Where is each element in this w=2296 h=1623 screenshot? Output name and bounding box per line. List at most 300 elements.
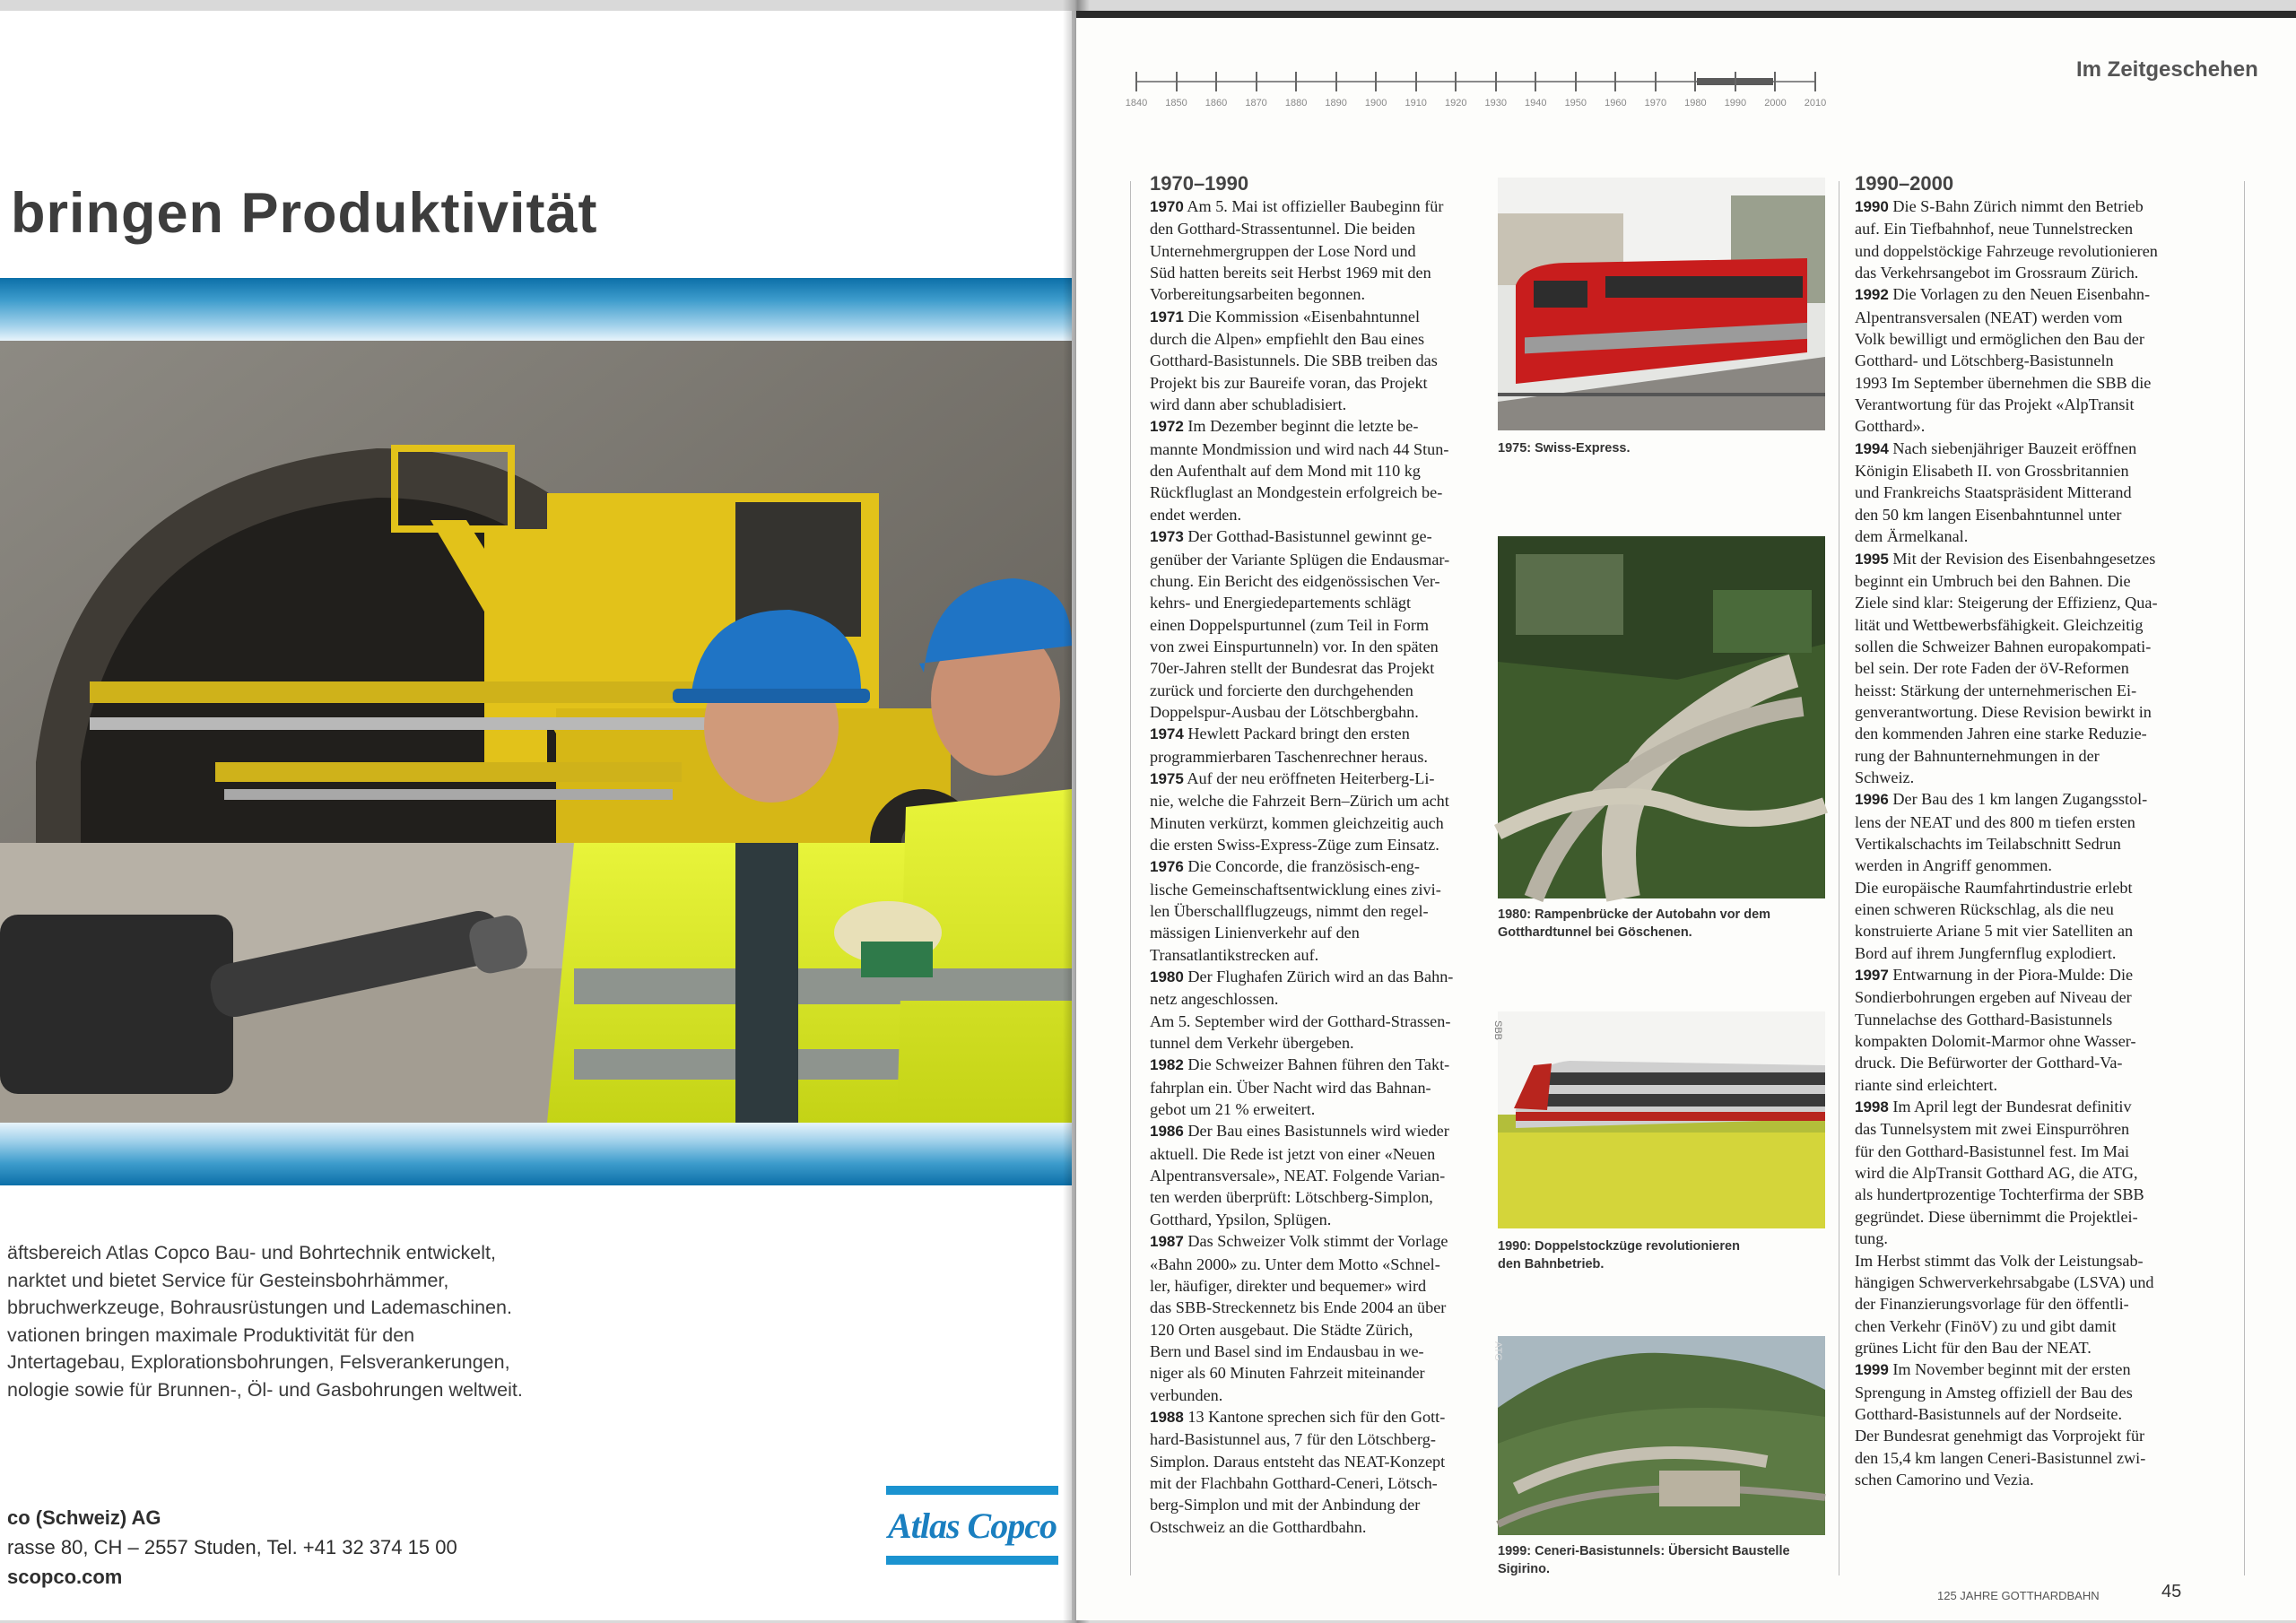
column-line xyxy=(1855,898,2158,920)
column-line xyxy=(1150,1054,1453,1076)
year-label: 1974 xyxy=(1150,725,1184,743)
double-deck-train-photo xyxy=(1492,1011,1825,1228)
line-text: kompakten Dolomit-Marmor ohne Wasser- xyxy=(1855,1032,2136,1051)
line-text: Gotthard». xyxy=(1855,417,1926,436)
line-text: beginnt ein Umbruch bei den Bahnen. Die xyxy=(1855,571,2131,590)
line-text: tunnel dem Verkehr übergeben. xyxy=(1150,1034,1354,1053)
ad-body-line: bbruchwerkzeuge, Bohrausrüstungen und Lademaschinen. xyxy=(7,1297,512,1318)
column-line xyxy=(1855,1009,2158,1030)
column-line xyxy=(1150,900,1453,922)
column-line xyxy=(1150,1319,1453,1341)
column-line xyxy=(1855,636,2158,657)
column-heading: 1970–1990 xyxy=(1150,172,1249,195)
line-text: Die Schweizer Bahnen führen den Takt- xyxy=(1187,1055,1450,1074)
line-text: die ersten Swiss-Express-Züge zum Einsatz. xyxy=(1150,835,1439,854)
tunnel-workers-photo xyxy=(0,341,1072,1123)
timeline-tick xyxy=(1256,72,1257,91)
year-label: 1980 xyxy=(1150,968,1184,986)
line-text: den Aufenthalt auf dem Mond mit 110 kg xyxy=(1150,462,1421,481)
column-line xyxy=(1855,614,2158,636)
photo-credit-sbb: SBB xyxy=(1492,1020,1503,1041)
line-text: Der Flughafen Zürich wird an das Bahn- xyxy=(1187,968,1454,986)
line-text: das Tunnelsystem mit zwei Einspurröhren xyxy=(1855,1120,2130,1139)
ad-body-line: vationen bringen maximale Produktivität für den xyxy=(7,1324,415,1346)
column-line xyxy=(1150,1120,1453,1142)
column-line xyxy=(1150,1230,1453,1253)
ramp-bridge-photo xyxy=(1498,536,1825,898)
column-line xyxy=(1855,788,2158,811)
line-text: einen schweren Rückschlag, als die neu xyxy=(1855,900,2114,918)
caption-line: Gotthardtunnel bei Göschenen. xyxy=(1498,925,1692,940)
line-text: Minuten verkürzt, kommen gleichzeitig auch xyxy=(1150,813,1444,832)
line-text: den Gotthard-Strassentunnel. Die beiden xyxy=(1150,220,1415,239)
timeline-year-label: 1890 xyxy=(1325,98,1347,108)
blue-band-bottom xyxy=(0,1123,1072,1185)
line-text: chen Verkehr (FinöV) zu und gibt damit xyxy=(1855,1316,2117,1335)
column-line xyxy=(1150,415,1453,438)
column-line xyxy=(1150,746,1453,768)
line-text: Doppelspur-Ausbau der Lötschbergbahn. xyxy=(1150,702,1419,721)
column-line xyxy=(1150,701,1453,723)
line-text: Die Kommission «Eisenbahntunnel xyxy=(1187,307,1421,325)
column-line xyxy=(1855,812,2158,833)
line-text: Am 5. Mai ist offizieller Baubeginn für xyxy=(1187,197,1444,215)
decade-timeline xyxy=(1125,60,1827,114)
line-text: dem Ärmelkanal. xyxy=(1855,527,1969,546)
timeline-year-label: 1960 xyxy=(1605,98,1627,108)
column-line xyxy=(1855,964,2158,986)
line-text: Süd hatten bereits seit Herbst 1969 mit den xyxy=(1150,264,1431,282)
year-label: 1982 xyxy=(1150,1056,1184,1074)
timeline-year-label: 1860 xyxy=(1205,98,1228,108)
line-text: Die S-Bahn Zürich nimmt den Betrieb xyxy=(1892,197,2144,215)
line-text: Die Vorlagen zu den Neuen Eisenbahn- xyxy=(1892,285,2151,304)
timeline-tick xyxy=(1774,72,1776,91)
year-label: 1988 xyxy=(1150,1408,1184,1426)
line-text: 13 Kantone sprechen sich für den Gott- xyxy=(1187,1407,1446,1426)
column-line xyxy=(1855,195,2158,218)
line-text: endet werden. xyxy=(1150,505,1242,524)
timeline-tick xyxy=(1335,72,1337,91)
column-line xyxy=(1150,768,1453,790)
column-line xyxy=(1150,944,1453,966)
line-text: heisst: Stärkung der unternehmerischen Ei- xyxy=(1855,681,2137,699)
line-text: Im Herbst stimmt das Volk der Leistungsab- xyxy=(1855,1251,2144,1270)
column-line xyxy=(1855,920,2158,942)
history-page xyxy=(1076,11,2296,1620)
line-text: gebot um 21 % erweitert. xyxy=(1150,1100,1316,1119)
line-text: Mit der Revision des Eisenbahngesetzes xyxy=(1892,549,2156,568)
line-text: Volk bewilligt und ermöglichen den Bau der xyxy=(1855,330,2144,349)
ad-body-line: nologie sowie für Brunnen-, Öl- und Gasbohrungen weltweit. xyxy=(7,1378,523,1401)
year-label: 1997 xyxy=(1855,967,1889,985)
column-line xyxy=(1150,834,1453,855)
line-text: werden in Angriff genommen. xyxy=(1855,856,2052,875)
line-text: berg-Simplon und mit der Anbindung der xyxy=(1150,1496,1421,1515)
line-text: Sprengung in Amsteg offiziell der Bau des xyxy=(1855,1383,2133,1402)
column-line xyxy=(1855,1052,2158,1073)
line-text: verbunden. xyxy=(1150,1385,1223,1404)
column-line xyxy=(1150,680,1453,701)
column-line xyxy=(1150,1362,1453,1384)
line-text: Entwarnung in der Piora-Mulde: Die xyxy=(1892,966,2134,985)
line-text: Tunnelachse des Gotthard-Basistunnels xyxy=(1855,1010,2113,1028)
timeline-tick xyxy=(1694,72,1696,91)
line-text: riante sind erleichtert. xyxy=(1855,1075,1998,1094)
line-text: Verantwortung für das Projekt «AlpTransit xyxy=(1855,395,2135,414)
year-label: 1999 xyxy=(1855,1361,1889,1379)
column-line xyxy=(1150,1186,1453,1208)
column-line xyxy=(1150,438,1453,460)
line-text: Projekt bis zur Baureife voran, das Projekt xyxy=(1150,373,1428,392)
column-line xyxy=(1150,879,1453,900)
column-line xyxy=(1855,1447,2158,1469)
column-line xyxy=(1150,1011,1453,1032)
line-text: Königin Elisabeth II. von Grossbritannien xyxy=(1855,462,2129,481)
column-line xyxy=(1855,482,2158,503)
logo-text: Atlas Copco xyxy=(888,1505,1057,1546)
column-line xyxy=(1855,1030,2158,1052)
column-line xyxy=(1150,1516,1453,1538)
column-line xyxy=(1855,855,2158,876)
line-text: Ostschweiz an die Gotthardbahn. xyxy=(1150,1517,1367,1536)
timeline-year-label: 1850 xyxy=(1165,98,1187,108)
line-text: Der Bau des 1 km langen Zugangsstol- xyxy=(1892,790,2148,809)
year-label: 1976 xyxy=(1150,858,1184,876)
line-text: Gotthard, Ypsilon, Splügen. xyxy=(1150,1210,1332,1228)
page-footer: 125 JAHRE GOTTHARDBAHN xyxy=(1937,1589,2100,1602)
line-text: genüber der Variante Splügen die Endausmar- xyxy=(1150,550,1450,568)
timeline-tick xyxy=(1176,72,1178,91)
timeline-tick xyxy=(1535,72,1536,91)
timeline-tick xyxy=(1495,72,1497,91)
line-text: konstruierte Ariane 5 mit vier Satelliten an xyxy=(1855,922,2134,941)
ceneri-construction-photo xyxy=(1492,1336,1825,1535)
line-text: mannte Mondmission und wird nach 44 Stun- xyxy=(1150,439,1449,458)
column-line xyxy=(1855,592,2158,613)
column-line xyxy=(1150,812,1453,834)
timeline-year-label: 2010 xyxy=(1804,98,1827,108)
timeline-tick xyxy=(1215,72,1217,91)
line-text: Vorbereitungsarbeiten begonnen. xyxy=(1150,285,1366,304)
line-text: 120 Orten ausgebaut. Die Städte Zürich, xyxy=(1150,1320,1413,1339)
caption-line: den Bahnbetrieb. xyxy=(1498,1257,1605,1271)
column-line xyxy=(1855,372,2158,394)
line-text: zurück und forcierte den durchgehenden xyxy=(1150,681,1413,699)
ad-address: rasse 80, CH – 2557 Studen, Tel. +41 32 374 15 00 xyxy=(7,1536,457,1558)
column-line xyxy=(1150,1428,1453,1450)
line-text: den 15,4 km langen Ceneri-Basistunnel zwi- xyxy=(1855,1448,2146,1467)
line-text: rung der Bahnunternehmungen in der xyxy=(1855,746,2100,765)
line-text: Simplon. Daraus entsteht das NEAT-Konzept xyxy=(1150,1452,1446,1471)
column-line xyxy=(1855,240,2158,262)
column-line xyxy=(1150,1077,1453,1098)
line-text: Gotthard- und Lötschberg-Basistunneln xyxy=(1855,352,2114,370)
timeline-year-label: 1990 xyxy=(1724,98,1747,108)
photo-credit-atg: ATG xyxy=(1492,1341,1503,1361)
line-text: Im November beginnt mit der ersten xyxy=(1892,1360,2131,1379)
advertisement-page xyxy=(0,11,1072,1620)
column-line xyxy=(1855,767,2158,788)
column-rule xyxy=(2244,181,2245,1575)
ad-contact-block xyxy=(7,1503,457,1592)
ad-body-line: äftsbereich Atlas Copco Bau- und Bohrtechnik entwickelt, xyxy=(7,1242,496,1263)
column-line xyxy=(1855,1228,2158,1249)
timeline-year-label: 1970 xyxy=(1644,98,1667,108)
year-label: 1996 xyxy=(1855,791,1889,809)
year-label: 1990 xyxy=(1855,198,1889,215)
timeline-tick xyxy=(1735,72,1736,91)
column-line xyxy=(1855,1382,2158,1403)
line-text: den kommenden Jahren eine starke Reduzie- xyxy=(1855,725,2147,743)
column-heading: 1990–2000 xyxy=(1855,172,1954,195)
line-text: Vertikalschachts im Teilabschnitt Sedrun xyxy=(1855,834,2121,853)
line-text: ten werden überprüft: Lötschberg-Simplon, xyxy=(1150,1188,1433,1207)
column-line xyxy=(1150,790,1453,812)
column-line xyxy=(1150,1406,1453,1428)
column-line xyxy=(1150,1165,1453,1186)
line-text: das Verkehrsangebot im Grossraum Zürich. xyxy=(1855,264,2139,282)
line-text: kehrs- und Energiedepartements schlägt xyxy=(1150,594,1412,612)
column-line xyxy=(1855,1271,2158,1293)
year-label: 1998 xyxy=(1855,1098,1889,1116)
column-line xyxy=(1150,372,1453,394)
line-text: grünes Licht für den Bau der NEAT. xyxy=(1855,1338,2092,1357)
line-text: lische Gemeinschaftsentwicklung eines zivi- xyxy=(1150,880,1441,898)
column-line xyxy=(1150,1297,1453,1318)
column-line xyxy=(1855,262,2158,283)
column-line xyxy=(1150,283,1453,305)
line-text: und Frankreichs Staatspräsident Mitterand xyxy=(1855,483,2132,502)
timeline-tick xyxy=(1375,72,1377,91)
column-line xyxy=(1150,350,1453,371)
line-text: aktuell. Die Rede ist jetzt von einer «Neuen xyxy=(1150,1144,1436,1163)
column-line xyxy=(1855,570,2158,592)
top-strip xyxy=(1076,11,2296,18)
column-line xyxy=(1855,1074,2158,1096)
line-text: Die europäische Raumfahrtindustrie erlebt xyxy=(1855,878,2133,897)
column-line xyxy=(1150,657,1453,679)
column-line xyxy=(1855,723,2158,744)
year-label: 1972 xyxy=(1150,418,1184,436)
line-text: durch die Alpen» empfiehlt den Bau eines xyxy=(1150,330,1425,349)
year-label: 1994 xyxy=(1855,439,1889,457)
column-line xyxy=(1150,1494,1453,1515)
column-line xyxy=(1150,504,1453,525)
line-text: von zwei Einspurtunneln) vor. In den späten xyxy=(1150,637,1439,655)
line-text: bel sein. Der rote Faden der öV-Reformen xyxy=(1855,659,2129,678)
caption-line: 1999: Ceneri-Basistunnels: Übersicht Baustelle xyxy=(1498,1544,1790,1558)
column-line xyxy=(1855,1293,2158,1315)
year-label: 1986 xyxy=(1150,1123,1184,1141)
swiss-express-photo xyxy=(1498,178,1825,430)
line-text: und doppelstöckige Fahrzeuge revolutionieren xyxy=(1855,241,2158,260)
column-line xyxy=(1855,1184,2158,1205)
column-line xyxy=(1150,218,1453,239)
line-text: der Finanzierungsvorlage für den öffentli- xyxy=(1855,1295,2129,1314)
year-label: 1973 xyxy=(1150,528,1184,546)
ad-company-name: co (Schweiz) AG xyxy=(7,1506,161,1529)
column-line xyxy=(1150,1209,1453,1230)
caption-line: 1980: Rampenbrücke der Autobahn vor dem xyxy=(1498,907,1771,922)
column-line xyxy=(1855,657,2158,679)
column-line xyxy=(1855,307,2158,328)
column-line xyxy=(1150,723,1453,745)
line-text: Rückfluglast an Mondgestein erfolgreich be- xyxy=(1150,483,1443,502)
column-line xyxy=(1855,1162,2158,1184)
timeline-tick xyxy=(1415,72,1417,91)
caption-line: 1990: Doppelstockzüge revolutionieren xyxy=(1498,1239,1740,1254)
column-line xyxy=(1855,877,2158,898)
line-text: genverantwortung. Diese Revision bewirkt in xyxy=(1855,702,2152,721)
column-line xyxy=(1855,1469,2158,1490)
line-text: für den Gotthard-Basistunnel fest. Im Mai xyxy=(1855,1141,2130,1160)
ad-body-line: Jntertagebau, Explorationsbohrungen, Felsverankerungen, xyxy=(7,1351,510,1373)
line-text: Sondierbohrungen ergeben auf Niveau der xyxy=(1855,988,2132,1007)
column-line xyxy=(1855,1425,2158,1446)
year-label: 1992 xyxy=(1855,286,1889,304)
column-line xyxy=(1855,1403,2158,1425)
ad-website: scopco.com xyxy=(7,1566,123,1588)
line-text: 70er-Jahren stellt der Bundesrat das Projekt xyxy=(1150,659,1435,678)
line-text: Schweiz. xyxy=(1855,768,1915,786)
line-text: den 50 km langen Eisenbahntunnel unter xyxy=(1855,505,2122,524)
line-text: ler, häufiger, direkter und bequemer» wird xyxy=(1150,1276,1427,1295)
column-line xyxy=(1855,283,2158,306)
timeline-tick xyxy=(1575,72,1577,91)
timeline-year-label: 1940 xyxy=(1525,98,1547,108)
column-line xyxy=(1150,592,1453,613)
column-line xyxy=(1150,1341,1453,1362)
column-line xyxy=(1855,548,2158,570)
line-text: Unternehmergruppen der Lose Nord und xyxy=(1150,241,1416,260)
line-text: netz angeschlossen. xyxy=(1150,990,1279,1009)
line-text: gegründet. Diese übernimmt die Projektlei- xyxy=(1855,1207,2138,1226)
year-label: 1975 xyxy=(1150,769,1184,787)
caption-1999 xyxy=(1498,1542,1830,1578)
timeline-tick xyxy=(1135,72,1137,91)
column-line xyxy=(1855,1315,2158,1337)
line-text: wird dann aber schubladisiert. xyxy=(1150,395,1347,414)
column-line xyxy=(1855,1141,2158,1162)
line-text: «Bahn 2000» zu. Unter dem Motto «Schnel- xyxy=(1150,1254,1440,1273)
line-text: tung. xyxy=(1855,1229,1888,1248)
column-line xyxy=(1150,1275,1453,1297)
column-line xyxy=(1855,1250,2158,1271)
column-line xyxy=(1855,525,2158,547)
timeline-year-label: 1930 xyxy=(1484,98,1507,108)
column-line xyxy=(1150,394,1453,415)
column-line xyxy=(1150,1032,1453,1054)
line-text: das SBB-Streckennetz bis Ende 2004 an über xyxy=(1150,1298,1447,1317)
line-text: Die Concorde, die französisch-eng- xyxy=(1187,857,1420,876)
column-line xyxy=(1150,1472,1453,1494)
ad-headline: bringen Produktivität xyxy=(11,182,598,245)
column-line xyxy=(1150,328,1453,350)
line-text: Im Dezember beginnt die letzte be- xyxy=(1187,417,1419,436)
column-line xyxy=(1855,504,2158,525)
line-text: sollen die Schweizer Bahnen europakompati- xyxy=(1855,637,2152,655)
timeline-tick xyxy=(1814,72,1816,91)
column-line xyxy=(1855,1118,2158,1140)
line-text: niger als 60 Minuten Fahrzeit miteinander xyxy=(1150,1364,1425,1383)
line-text: nie, welche die Fahrzeit Bern–Zürich um acht xyxy=(1150,792,1449,811)
ad-body-text xyxy=(7,1239,1039,1403)
caption-1990 xyxy=(1498,1237,1830,1273)
column-line xyxy=(1855,1206,2158,1228)
column-line xyxy=(1150,636,1453,657)
column-line xyxy=(1150,966,1453,988)
line-text: Ziele sind klar: Steigerung der Effizienz, Qua- xyxy=(1855,594,2158,612)
timeline-tick xyxy=(1614,72,1616,91)
line-text: len Überschallflugzeugs, nimmt den regel- xyxy=(1150,902,1429,920)
line-text: mässigen Linienverkehr auf den xyxy=(1150,924,1360,942)
column-line xyxy=(1150,306,1453,328)
column-line xyxy=(1150,525,1453,548)
line-text: hard-Basistunnel aus, 7 für den Lötschberg- xyxy=(1150,1430,1436,1449)
timeline-year-label: 1920 xyxy=(1444,98,1467,108)
line-text: Gotthard-Basistunnels. Die SBB treiben das xyxy=(1150,352,1438,370)
line-text: Der Gotthad-Basistunnel gewinnt ge- xyxy=(1187,527,1432,546)
timeline-year-label: 1910 xyxy=(1405,98,1427,108)
line-text: chung. Ein Bericht des eidgenössischen Ver- xyxy=(1150,571,1440,590)
year-label: 1987 xyxy=(1150,1233,1184,1251)
line-text: hängigen Schwerverkehrsabgabe (LSVA) und xyxy=(1855,1272,2154,1291)
line-text: Der Bundesrat genehmigt das Vorprojekt für xyxy=(1855,1427,2145,1445)
column-line xyxy=(1855,350,2158,371)
column-line xyxy=(1855,833,2158,855)
column-rule xyxy=(1130,181,1131,1575)
column-line xyxy=(1150,482,1453,503)
column-line xyxy=(1855,942,2158,964)
column-line xyxy=(1150,988,1453,1010)
caption-1975 xyxy=(1498,439,1830,457)
line-text: lität und Wettbewerbsfähigkeit. Gleichzeitig xyxy=(1855,615,2144,634)
timeline-year-label: 1840 xyxy=(1125,98,1148,108)
section-title: Im Zeitgeschehen xyxy=(2076,57,2258,82)
year-label: 1970 xyxy=(1150,198,1184,215)
ad-body-line: narktet und bietet Service für Gesteinsbohrhämmer, xyxy=(7,1269,449,1291)
line-text: Alpentransversale», NEAT. Folgende Varian- xyxy=(1150,1167,1446,1185)
column-line xyxy=(1855,1358,2158,1381)
timeline-tick xyxy=(1295,72,1297,91)
column-line xyxy=(1150,460,1453,482)
line-text: wird die AlpTransit Gotthard AG, die ATG, xyxy=(1855,1164,2138,1183)
column-line xyxy=(1855,328,2158,350)
timeline-year-label: 2000 xyxy=(1764,98,1787,108)
blue-band-top xyxy=(0,278,1072,341)
line-text: einen Doppelspurtunnel (zum Teil in Form xyxy=(1150,615,1430,634)
line-text: Transatlantikstrecken auf. xyxy=(1150,945,1319,964)
timeline-year-label: 1950 xyxy=(1564,98,1587,108)
timeline-year-label: 1900 xyxy=(1364,98,1387,108)
column-line xyxy=(1150,1384,1453,1406)
text-column-1970-1990 xyxy=(1150,172,1453,1538)
column-line xyxy=(1150,549,1453,570)
timeline-tick xyxy=(1655,72,1657,91)
line-text: Bord auf ihrem Jungfernflug explodiert. xyxy=(1855,943,2117,962)
timeline-year-label: 1980 xyxy=(1684,98,1707,108)
column-line xyxy=(1855,394,2158,415)
column-line xyxy=(1855,1337,2158,1358)
column-line xyxy=(1150,240,1453,262)
timeline-year-label: 1870 xyxy=(1245,98,1267,108)
line-text: schen Camorino und Vezia. xyxy=(1855,1470,2034,1488)
page-number: 45 xyxy=(2161,1582,2182,1601)
year-label: 1971 xyxy=(1150,308,1184,325)
line-text: Bern und Basel sind im Endausbau in we- xyxy=(1150,1341,1424,1360)
column-line xyxy=(1150,922,1453,943)
